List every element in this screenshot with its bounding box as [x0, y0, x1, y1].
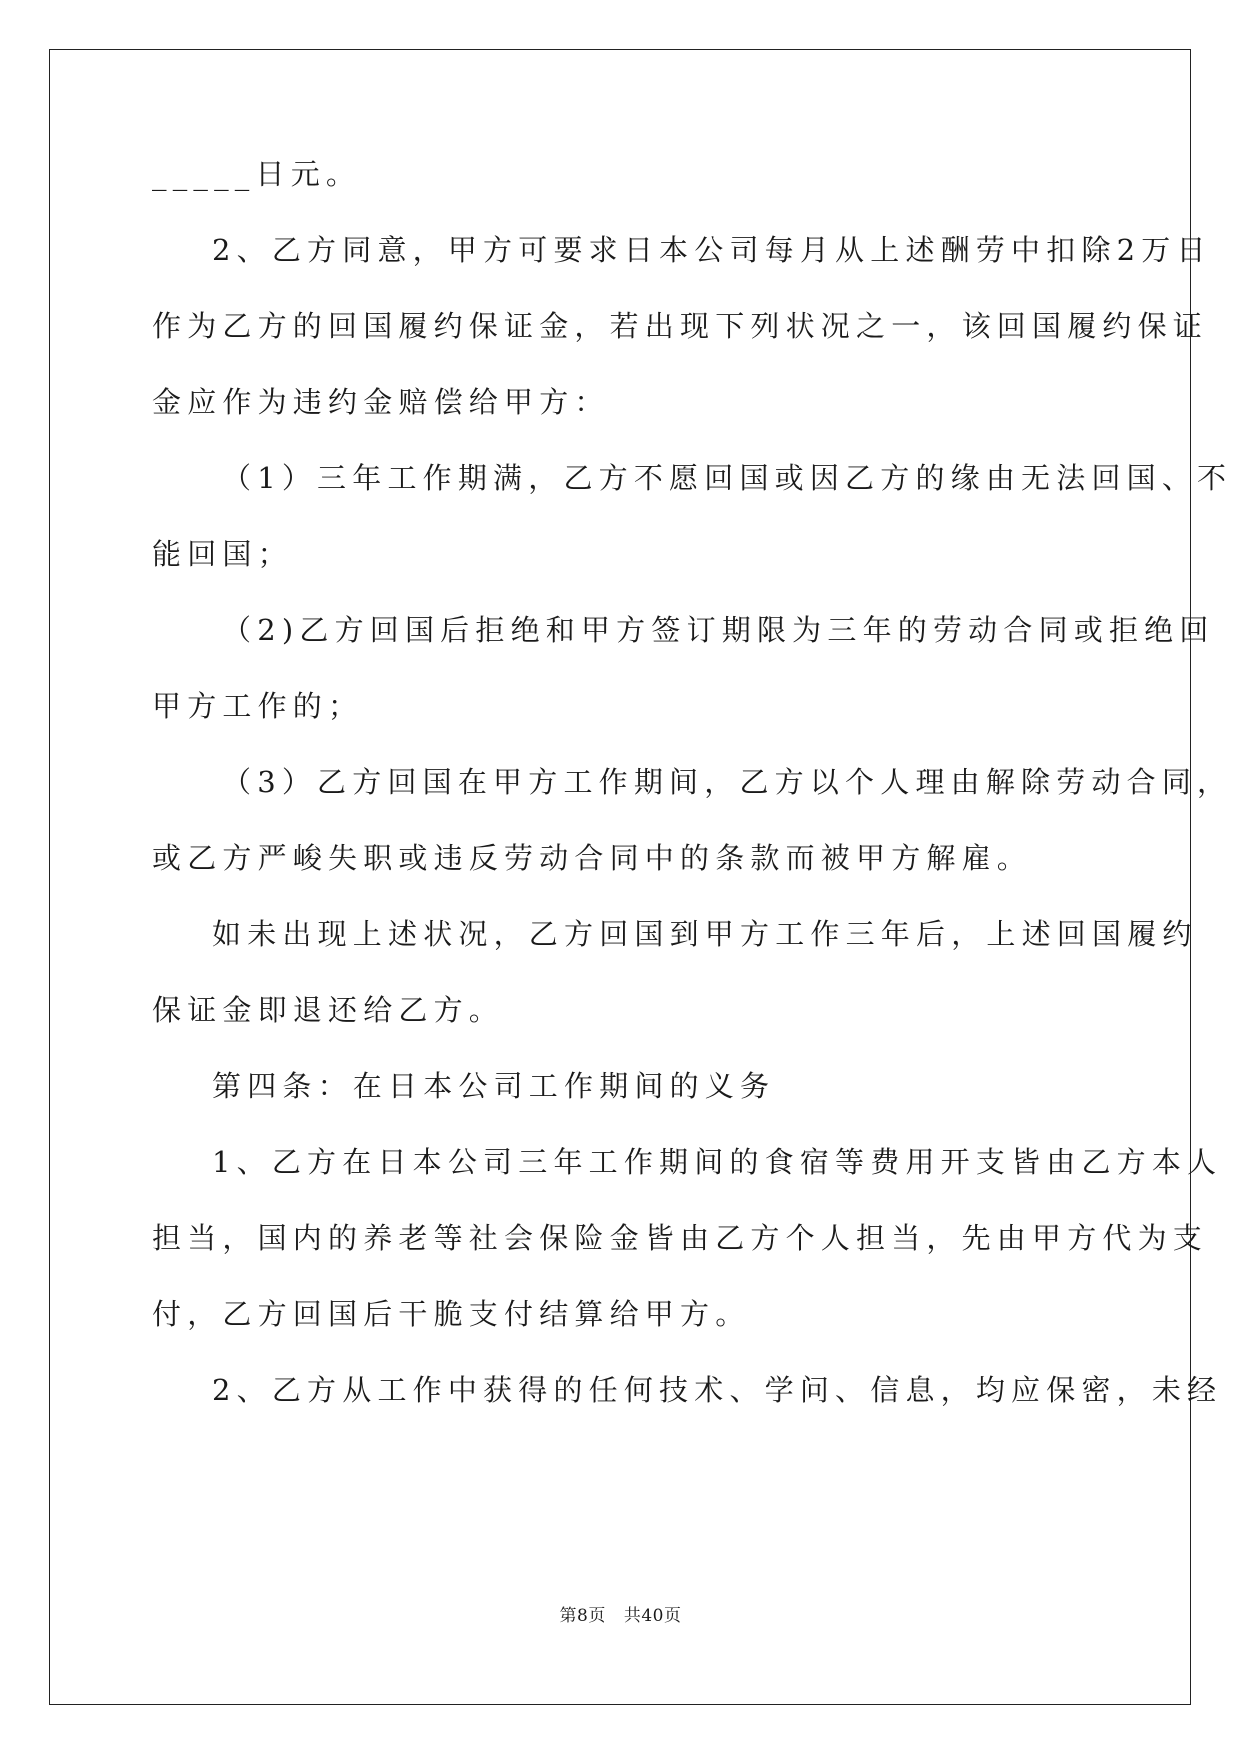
text-line-12: 保证金即退还给乙方。 — [152, 993, 505, 1027]
text-line-3: 作为乙方的回国履约保证金，若出现下列状况之一，该回国履约保证 — [152, 309, 1209, 343]
page-total: 共40页 — [623, 1606, 682, 1626]
text-line-6: 能回国； — [152, 537, 293, 571]
text-line-14: 1、乙方在日本公司三年工作期间的食宿等费用开支皆由乙方本人 — [212, 1145, 1223, 1179]
text-line-11: 如未出现上述状况，乙方回国到甲方工作三年后，上述回国履约 — [212, 917, 1198, 951]
page-footer — [0, 1601, 1241, 1626]
text-line-17: 2、乙方从工作中获得的任何技术、学问、信息，均应保密，未经 — [212, 1373, 1223, 1407]
text-line-1: _____日元。 — [152, 157, 362, 191]
text-line-15: 担当，国内的养老等社会保险金皆由乙方个人担当，先由甲方代为支 — [152, 1221, 1209, 1255]
text-line-5: （1）三年工作期满，乙方不愿回国或因乙方的缘由无法回国、不 — [222, 461, 1233, 495]
section-heading: 第四条：在日本公司工作期间的义务 — [212, 1069, 776, 1103]
page-number: 第8页 — [559, 1606, 606, 1626]
text-line-2: 2、乙方同意，甲方可要求日本公司每月从上述酬劳中扣除2万日 — [212, 233, 1212, 267]
text-line-7: （2)乙方回国后拒绝和甲方签订期限为三年的劳动合同或拒绝回 — [222, 613, 1215, 647]
text-line-4: 金应作为违约金赔偿给甲方： — [152, 385, 610, 419]
text-line-9: （3）乙方回国在甲方工作期间，乙方以个人理由解除劳动合同， — [222, 765, 1233, 799]
page-border — [49, 49, 1191, 1705]
text-line-8: 甲方工作的； — [152, 689, 364, 723]
text-line-16: 付，乙方回国后干脆支付结算给甲方。 — [152, 1297, 751, 1331]
text-line-10: 或乙方严峻失职或违反劳动合同中的条款而被甲方解雇。 — [152, 841, 1033, 875]
